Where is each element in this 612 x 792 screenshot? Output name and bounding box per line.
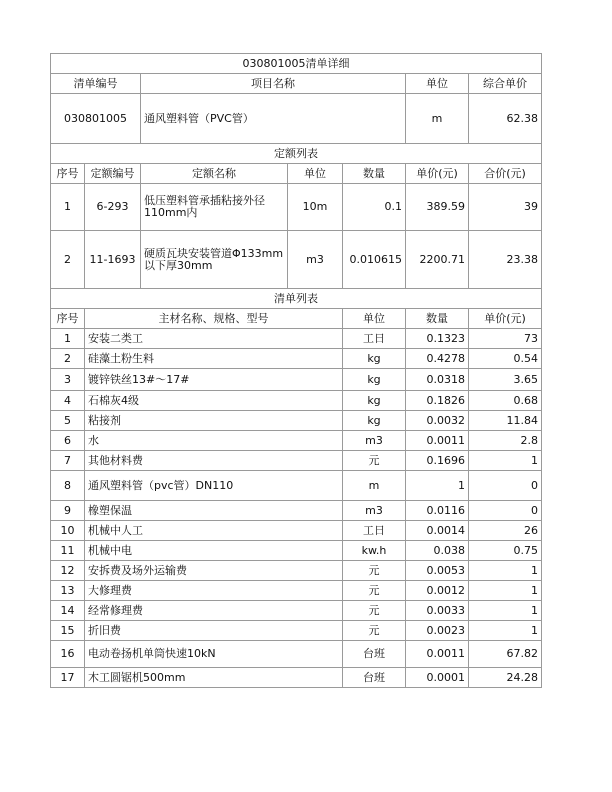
material-qty: 0.0032 bbox=[406, 411, 469, 431]
material-no: 17 bbox=[51, 668, 85, 688]
quota-col-header: 单位 bbox=[288, 164, 343, 184]
material-qty: 0.0116 bbox=[406, 501, 469, 521]
material-no: 4 bbox=[51, 391, 85, 411]
bill-code: 030801005 bbox=[51, 94, 141, 144]
material-qty: 1 bbox=[406, 471, 469, 501]
quota-qty: 0.1 bbox=[343, 184, 406, 231]
material-row bbox=[51, 391, 542, 411]
quota-no: 2 bbox=[51, 231, 85, 289]
quota-price: 2200.71 bbox=[406, 231, 469, 289]
quota-price: 389.59 bbox=[406, 184, 469, 231]
material-name: 通风塑料管（pvc管）DN110 bbox=[85, 471, 343, 501]
material-no: 7 bbox=[51, 451, 85, 471]
material-no: 13 bbox=[51, 581, 85, 601]
quota-no: 1 bbox=[51, 184, 85, 231]
quota-section-title: 定额列表 bbox=[51, 144, 542, 164]
material-unit: 台班 bbox=[343, 641, 406, 668]
quota-col-header: 定额编号 bbox=[85, 164, 141, 184]
quota-total: 39 bbox=[469, 184, 542, 231]
quota-col-header: 合价(元) bbox=[469, 164, 542, 184]
material-name: 安拆费及场外运输费 bbox=[85, 561, 343, 581]
material-no: 16 bbox=[51, 641, 85, 668]
material-qty: 0.0011 bbox=[406, 641, 469, 668]
quota-row bbox=[51, 184, 542, 231]
material-price: 1 bbox=[469, 621, 542, 641]
material-price: 26 bbox=[469, 521, 542, 541]
bill-price: 62.38 bbox=[469, 94, 542, 144]
material-row bbox=[51, 561, 542, 581]
material-qty: 0.0318 bbox=[406, 369, 469, 391]
material-unit: 元 bbox=[343, 601, 406, 621]
quota-row bbox=[51, 231, 542, 289]
material-row bbox=[51, 471, 542, 501]
bill-name: 通风塑料管（PVC管） bbox=[141, 94, 406, 144]
material-price: 24.28 bbox=[469, 668, 542, 688]
material-name: 其他材料费 bbox=[85, 451, 343, 471]
material-qty: 0.1826 bbox=[406, 391, 469, 411]
materials-section-row bbox=[51, 289, 542, 309]
materials-header-row bbox=[51, 309, 542, 329]
material-unit: 台班 bbox=[343, 668, 406, 688]
material-qty: 0.0001 bbox=[406, 668, 469, 688]
material-price: 2.8 bbox=[469, 431, 542, 451]
bill-item-row bbox=[51, 94, 542, 144]
quota-code: 11-1693 bbox=[85, 231, 141, 289]
material-price: 0.75 bbox=[469, 541, 542, 561]
material-name: 木工圆锯机500mm bbox=[85, 668, 343, 688]
materials-col-header: 数量 bbox=[406, 309, 469, 329]
material-name: 大修理费 bbox=[85, 581, 343, 601]
material-no: 3 bbox=[51, 369, 85, 391]
material-row bbox=[51, 521, 542, 541]
material-row bbox=[51, 621, 542, 641]
material-unit: 元 bbox=[343, 561, 406, 581]
material-no: 10 bbox=[51, 521, 85, 541]
material-row bbox=[51, 329, 542, 349]
material-name: 镀锌铁丝13#～17# bbox=[85, 369, 343, 391]
quota-unit: 10m bbox=[288, 184, 343, 231]
material-name: 石棉灰4级 bbox=[85, 391, 343, 411]
material-qty: 0.0053 bbox=[406, 561, 469, 581]
materials-section-title: 清单列表 bbox=[51, 289, 542, 309]
material-qty: 0.038 bbox=[406, 541, 469, 561]
material-price: 11.84 bbox=[469, 411, 542, 431]
material-unit: 工日 bbox=[343, 521, 406, 541]
material-name: 水 bbox=[85, 431, 343, 451]
title-row bbox=[51, 54, 542, 74]
material-row bbox=[51, 641, 542, 668]
material-qty: 0.0014 bbox=[406, 521, 469, 541]
material-unit: kg bbox=[343, 411, 406, 431]
material-name: 机械中人工 bbox=[85, 521, 343, 541]
material-name: 安装二类工 bbox=[85, 329, 343, 349]
page-title: 030801005清单详细 bbox=[51, 54, 542, 74]
material-unit: kg bbox=[343, 369, 406, 391]
material-row bbox=[51, 451, 542, 471]
material-row bbox=[51, 369, 542, 391]
material-price: 0 bbox=[469, 501, 542, 521]
material-name: 机械中电 bbox=[85, 541, 343, 561]
material-qty: 0.0023 bbox=[406, 621, 469, 641]
material-price: 3.65 bbox=[469, 369, 542, 391]
materials-col-header: 单位 bbox=[343, 309, 406, 329]
quota-total: 23.38 bbox=[469, 231, 542, 289]
material-no: 12 bbox=[51, 561, 85, 581]
material-unit: m3 bbox=[343, 431, 406, 451]
material-row bbox=[51, 431, 542, 451]
material-no: 2 bbox=[51, 349, 85, 369]
material-unit: 元 bbox=[343, 451, 406, 471]
quota-name: 硬质瓦块安装管道Φ133mm以下厚30mm bbox=[141, 231, 288, 289]
material-row bbox=[51, 581, 542, 601]
bill-detail-table bbox=[50, 53, 542, 688]
material-qty: 0.1323 bbox=[406, 329, 469, 349]
material-row bbox=[51, 501, 542, 521]
material-no: 1 bbox=[51, 329, 85, 349]
material-no: 8 bbox=[51, 471, 85, 501]
material-unit: 工日 bbox=[343, 329, 406, 349]
materials-col-header: 序号 bbox=[51, 309, 85, 329]
material-name: 折旧费 bbox=[85, 621, 343, 641]
quota-name: 低压塑料管承插粘接外径110mm内 bbox=[141, 184, 288, 231]
material-name: 橡塑保温 bbox=[85, 501, 343, 521]
material-unit: kg bbox=[343, 391, 406, 411]
material-unit: kw.h bbox=[343, 541, 406, 561]
material-name: 硅藻土粉生料 bbox=[85, 349, 343, 369]
material-row bbox=[51, 349, 542, 369]
material-price: 73 bbox=[469, 329, 542, 349]
quota-code: 6-293 bbox=[85, 184, 141, 231]
material-price: 0.68 bbox=[469, 391, 542, 411]
material-unit: 元 bbox=[343, 581, 406, 601]
material-price: 67.82 bbox=[469, 641, 542, 668]
material-name: 电动卷扬机单筒快速10kN bbox=[85, 641, 343, 668]
material-row bbox=[51, 668, 542, 688]
material-unit: 元 bbox=[343, 621, 406, 641]
col-unit-header: 单位 bbox=[406, 74, 469, 94]
col-price-header: 综合单价 bbox=[469, 74, 542, 94]
material-qty: 0.0011 bbox=[406, 431, 469, 451]
material-no: 5 bbox=[51, 411, 85, 431]
quota-col-header: 定额名称 bbox=[141, 164, 288, 184]
materials-col-header: 单价(元) bbox=[469, 309, 542, 329]
header-row bbox=[51, 74, 542, 94]
material-qty: 0.4278 bbox=[406, 349, 469, 369]
material-price: 0 bbox=[469, 471, 542, 501]
material-unit: kg bbox=[343, 349, 406, 369]
quota-unit: m3 bbox=[288, 231, 343, 289]
material-price: 1 bbox=[469, 561, 542, 581]
material-name: 经常修理费 bbox=[85, 601, 343, 621]
material-qty: 0.0012 bbox=[406, 581, 469, 601]
col-name-header: 项目名称 bbox=[141, 74, 406, 94]
quota-header-row bbox=[51, 164, 542, 184]
material-unit: m bbox=[343, 471, 406, 501]
material-no: 9 bbox=[51, 501, 85, 521]
material-name: 粘接剂 bbox=[85, 411, 343, 431]
material-no: 11 bbox=[51, 541, 85, 561]
materials-col-header: 主材名称、规格、型号 bbox=[85, 309, 343, 329]
material-unit: m3 bbox=[343, 501, 406, 521]
quota-section-row bbox=[51, 144, 542, 164]
bill-unit: m bbox=[406, 94, 469, 144]
material-qty: 0.0033 bbox=[406, 601, 469, 621]
quota-col-header: 单价(元) bbox=[406, 164, 469, 184]
col-code-header: 清单编号 bbox=[51, 74, 141, 94]
material-no: 6 bbox=[51, 431, 85, 451]
material-price: 1 bbox=[469, 451, 542, 471]
quota-col-header: 序号 bbox=[51, 164, 85, 184]
material-price: 1 bbox=[469, 601, 542, 621]
material-price: 1 bbox=[469, 581, 542, 601]
material-row bbox=[51, 411, 542, 431]
material-no: 14 bbox=[51, 601, 85, 621]
material-row bbox=[51, 601, 542, 621]
material-qty: 0.1696 bbox=[406, 451, 469, 471]
material-price: 0.54 bbox=[469, 349, 542, 369]
quota-qty: 0.010615 bbox=[343, 231, 406, 289]
quota-col-header: 数量 bbox=[343, 164, 406, 184]
material-row bbox=[51, 541, 542, 561]
material-no: 15 bbox=[51, 621, 85, 641]
